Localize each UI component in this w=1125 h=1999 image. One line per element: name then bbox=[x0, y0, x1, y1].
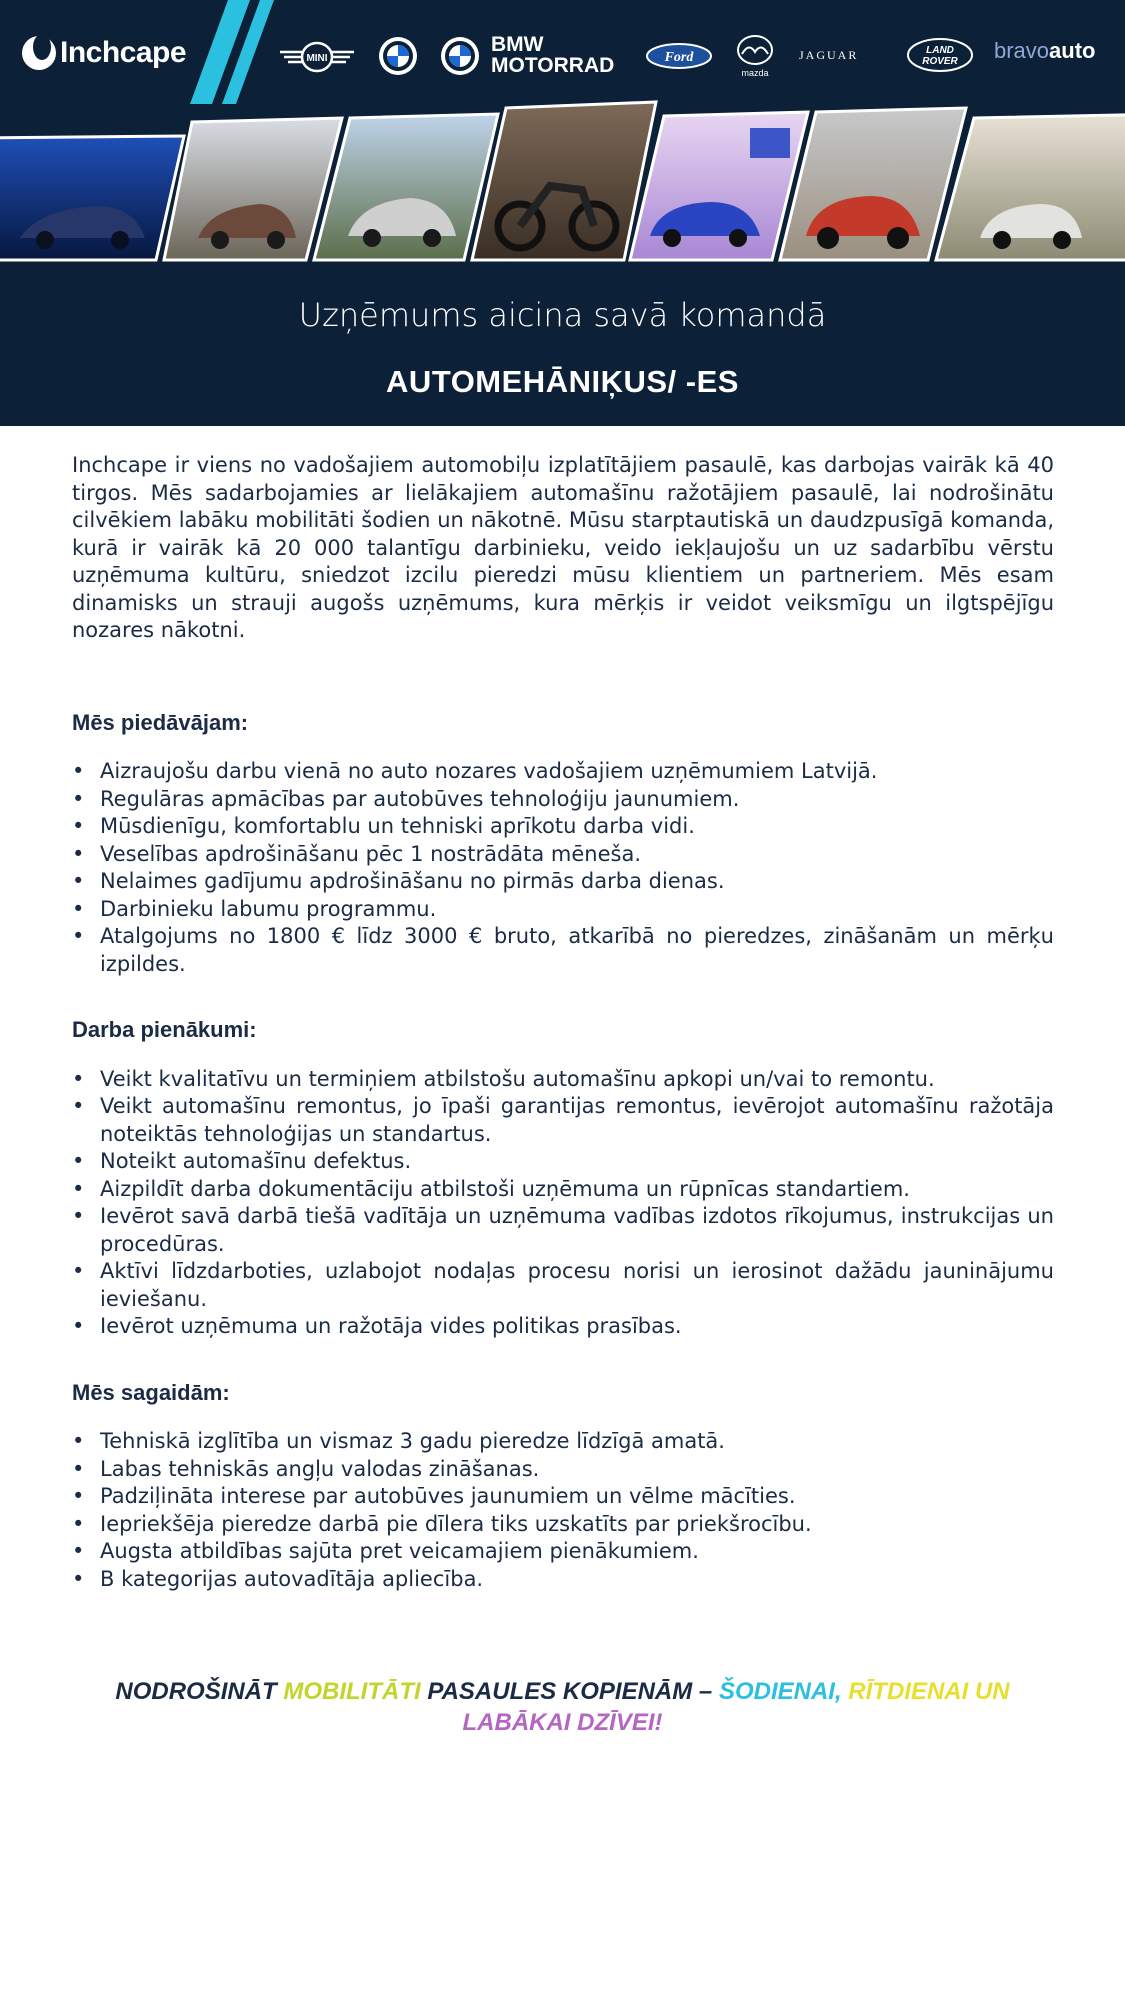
list-item: • Aktīvi līdzdarboties, uzlabojot nodaļas procesu norisi un ierosinot dažādu jauninājumu ieviešanu. bbox=[72, 1258, 1054, 1313]
slogan bbox=[100, 1676, 1025, 1738]
photo-panel-1 bbox=[0, 136, 184, 260]
list-item: • Iepriekšēja pieredze darbā pie dīlera tiks uzskatīts par priekšrocību. bbox=[72, 1511, 1054, 1539]
inchcape-logo bbox=[22, 36, 186, 70]
job-title: AUTOMEHĀNIĶUS/ -ES bbox=[386, 364, 739, 399]
photo-panel-3 bbox=[314, 114, 498, 260]
list-item: • Augsta atbildības sajūta pret veicamajiem pienākumiem. bbox=[72, 1538, 1054, 1566]
list-item: • Darbinieku labumu programmu. bbox=[72, 896, 1054, 924]
job-description bbox=[72, 452, 1054, 1593]
inchcape-mark-icon bbox=[22, 36, 56, 70]
land-rover-line2: ROVER bbox=[922, 56, 958, 67]
cyan-stripes-decoration bbox=[190, 0, 290, 104]
car-photo-strip bbox=[0, 98, 1125, 268]
photo-panel-7 bbox=[936, 114, 1125, 260]
list-item: • Regulāras apmācības par autobūves tehnoloģiju jaunumiem. bbox=[72, 786, 1054, 814]
list-item: • Ievērot savā darbā tiešā vadītāja un uzņēmuma vadības izdotos rīkojumus, instrukcijas un procedūras. bbox=[72, 1203, 1054, 1258]
list-item: • Veikt kvalitatīvu un termiņiem atbilstošu automašīnu apkopi un/vai to remontu. bbox=[72, 1066, 1054, 1094]
section-requirements bbox=[72, 1379, 1054, 1594]
slogan-part5: RĪTDIENAI UN bbox=[841, 1678, 1010, 1705]
list-item: • Ievērot uzņēmuma un ražotāja vides politikas prasības. bbox=[72, 1313, 1054, 1341]
requirements-list bbox=[72, 1428, 1054, 1593]
land-rover-logo bbox=[906, 37, 974, 73]
list-item: • Noteikt automašīnu defektus. bbox=[72, 1148, 1054, 1176]
company-intro: Inchcape ir viens no vadošajiem automobiļu izplatītājiem pasaulē, kas darbojas vairāk kā 40 tirgos. Mēs sadarbojamies ar lielākajiem automašīnu ražotājiem pasaulē, lai nodrošinātu cilvēkiem labāku mobilitāti šodien un nākotnē. Mūsu starptautiskā un daudzpusīgā komanda, kurā ir vairāk kā 20 000 talantīgu darbinieku, veido iekļaujošu un uz sadarbību vērstu uzņēmuma kultūru, sniedzot izcilu pieredzi mūsu klientiem un partneriem. Mēs esam dinamisks un strauji augošs uzņēmums, kura mērķis ir veidot veiksmīgu un ilgtspējīgu nozares nākotni. bbox=[72, 453, 1054, 642]
bmw-motorrad-roundel-icon bbox=[440, 36, 480, 76]
list-item: • Labas tehniskās angļu valodas zināšanas. bbox=[72, 1456, 1054, 1484]
list-item: • Nelaimes gadījumu apdrošināšanu no pirmās darba dienas. bbox=[72, 868, 1054, 896]
list-item: • Atalgojums no 1800 € līdz 3000 € bruto, atkarībā no pieredzes, zināšanām un mērķu izpildes. bbox=[72, 923, 1054, 978]
bravoauto-part1: bravo bbox=[994, 38, 1050, 63]
photo-panel-6 bbox=[780, 108, 966, 260]
land-rover-line1: LAND bbox=[926, 45, 954, 56]
slogan-part2: MOBILITĀTI bbox=[283, 1678, 421, 1705]
bravoauto-logo bbox=[994, 38, 1096, 64]
offer-list bbox=[72, 758, 1054, 978]
mini-logo-text: MINI bbox=[306, 53, 328, 64]
inchcape-wordmark: Inchcape bbox=[60, 36, 187, 69]
jaguar-logo: JAGUAR bbox=[799, 48, 859, 62]
mazda-logo bbox=[733, 34, 777, 78]
slogan-part1: NODROŠINĀT bbox=[115, 1678, 284, 1705]
motorrad-line2: MOTORRAD bbox=[491, 54, 615, 77]
mazda-logo-text: mazda bbox=[741, 68, 769, 78]
list-item: • Tehniskā izglītība un vismaz 3 gadu pieredze līdzīgā amatā. bbox=[72, 1428, 1054, 1456]
section-offer bbox=[72, 709, 1054, 979]
motorrad-line1: BMW bbox=[491, 33, 544, 56]
slogan-part4: ŠODIENAI, bbox=[718, 1678, 842, 1705]
slogan-part3: PASAULES KOPIENĀM – bbox=[420, 1678, 719, 1705]
brand-logo-row bbox=[0, 0, 1125, 110]
section-title-duties: Darba pienākumi: bbox=[72, 1017, 257, 1042]
section-duties bbox=[72, 1016, 1054, 1341]
list-item: • Aizpildīt darba dokumentāciju atbilstoši uzņēmuma un rūpnīcas standartiem. bbox=[72, 1176, 1054, 1204]
list-item: • Mūsdienīgu, komfortablu un tehniski aprīkotu darba vidi. bbox=[72, 813, 1054, 841]
list-item: • Padziļināta interese par autobūves jaunumiem un vēlme mācīties. bbox=[72, 1483, 1054, 1511]
bmw-logo-icon bbox=[378, 36, 418, 76]
bmw-motorrad-logo bbox=[491, 34, 614, 76]
list-item: • Veselības apdrošināšanu pēc 1 nostrādāta mēneša. bbox=[72, 841, 1054, 869]
section-title-requirements: Mēs sagaidām: bbox=[72, 1379, 230, 1405]
header-banner bbox=[0, 0, 1125, 426]
section-title-offer: Mēs piedāvājam: bbox=[72, 709, 249, 735]
list-item: • Veikt automašīnu remontus, jo īpaši garantijas remontus, ievērojot automašīnu ražotāja noteiktās tehnoloģijas un standartus. bbox=[72, 1093, 1054, 1148]
slogan-part6: LABĀKAI DZĪVEI! bbox=[462, 1709, 663, 1736]
ford-logo-text: Ford bbox=[664, 50, 694, 65]
list-item: • Aizraujošu darbu vienā no auto nozares vadošajiem uzņēmumiem Latvijā. bbox=[72, 758, 1054, 786]
list-item: • B kategorijas autovadītāja apliecība. bbox=[72, 1566, 1054, 1594]
hero-subtitle: Uzņēmums aicina savā komandā bbox=[298, 296, 827, 334]
duties-list bbox=[72, 1066, 1054, 1341]
bravoauto-part2: auto bbox=[1049, 38, 1096, 63]
ford-logo bbox=[645, 42, 713, 70]
photo-panel-2 bbox=[164, 118, 342, 260]
mini-logo bbox=[278, 40, 356, 74]
